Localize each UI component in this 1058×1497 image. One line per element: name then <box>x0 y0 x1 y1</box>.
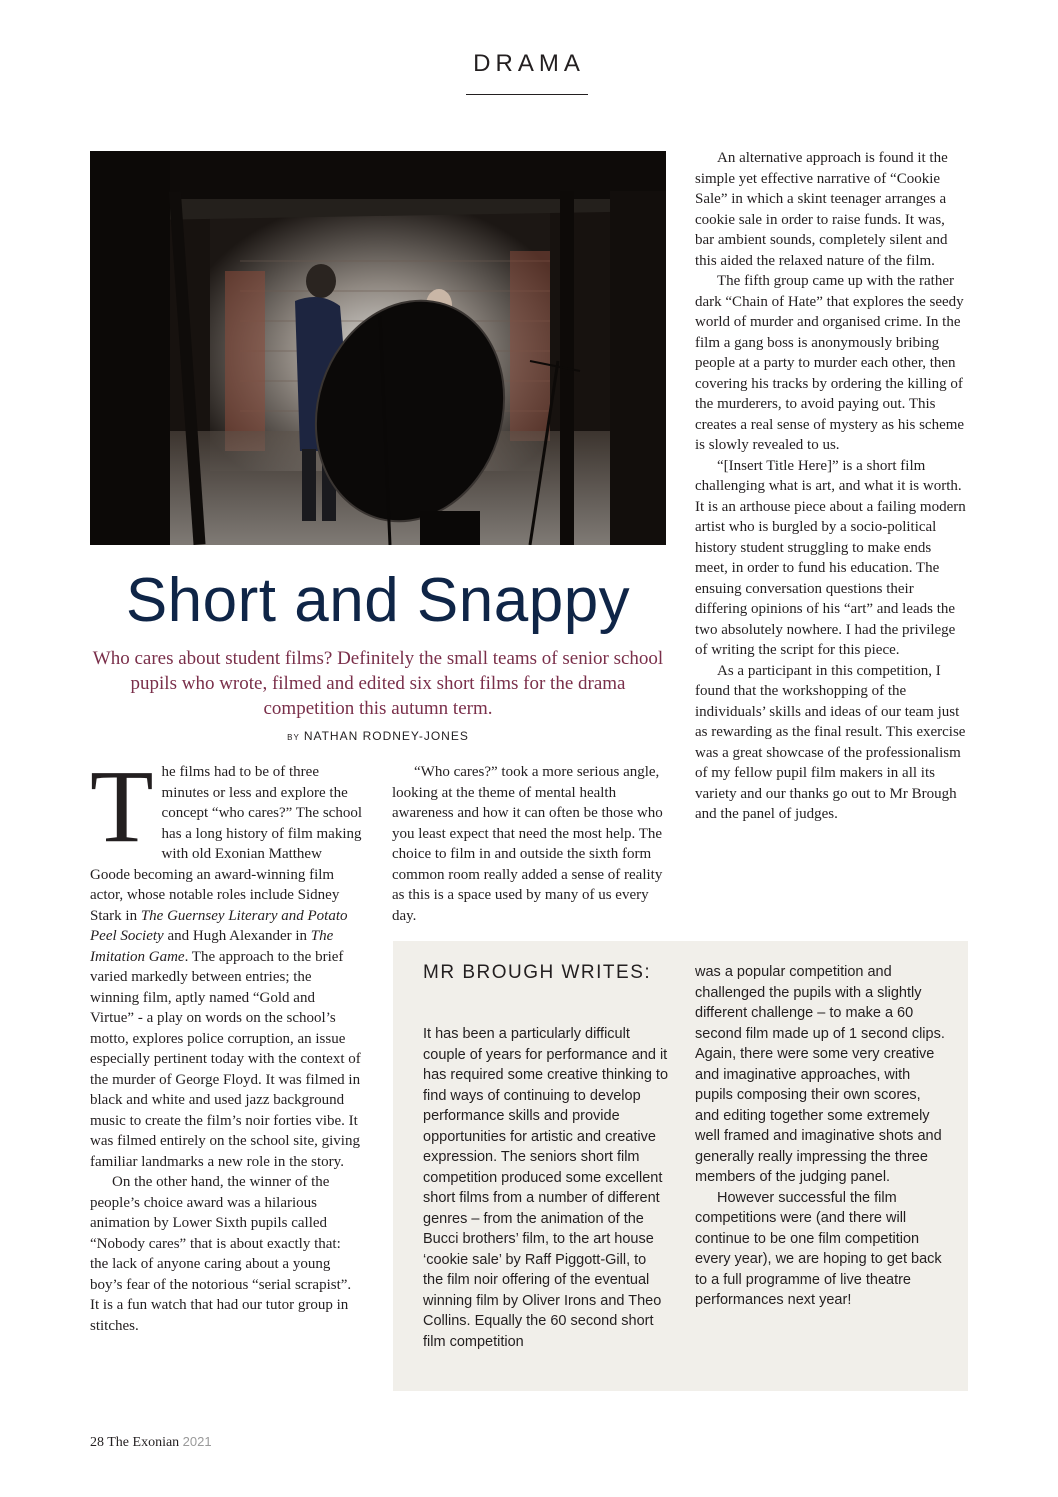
publication-year: 2021 <box>182 1434 212 1449</box>
page-number: 28 <box>90 1435 104 1450</box>
article-paragraph: The fifth group came up with the rather dark “Chain of Hate” that explores the seedy world of murder and organised crime. In the film a gang boss is anonymously bribing people at a party to murder each other, then covering his tracks by ordering the killing of the murderers, to avoid paying out. This creates a real sense of mystery as his scheme is slowly revealed to us. <box>695 273 965 453</box>
headline: Short and Snappy <box>125 566 631 635</box>
article-text: and Hugh Alexander in <box>163 928 311 944</box>
drop-cap: T <box>90 749 154 864</box>
article-paragraph: “[Insert Title Here]” is a short film challenging what is art, and what it is worth. It is an arthouse piece about a failing modern artist who is burgled by a socio-political history student struggling to make ends meet, in order to fund his education. The ensuing conversation questions their differing opinions of his “art” and leads the two absolutely nowhere. I had the privilege of writing the script for this piece. <box>695 457 966 658</box>
film-title: The Guernsey Literary and Potato Peel Society <box>90 907 348 944</box>
standfirst: Who cares about student films? Definitely the small teams of senior school pupils who wrote, filmed and edited six short films for the drama competition this autumn term. <box>92 648 664 719</box>
article-column-2 <box>392 762 664 926</box>
sidebar-paragraph: It has been a particularly difficult couple of years for performance and it has required some creative thinking to find ways of continuing to develop performance skills and provide opportunities for artistic and creative expression. The seniors short film competition produced some excellent short films from a number of different genres – from the animation of the Bucci brothers’ film, to the art house ‘cookie sale’ by Raff Piggott-Gill, to the film noir offering of the eventual winning film by Oliver Irons and Theo Collins. Equally the 60 second short film competition <box>423 1026 669 1350</box>
article-column-1 <box>90 749 362 1336</box>
page-folio <box>90 1434 212 1451</box>
section-rule <box>466 94 588 95</box>
sidebar-paragraph: was a popular competition and challenged the pupils with a slightly different challenge – to make a 60 second film made up of 1 second clips. Again, there were some very creative and imaginative approaches, with pupils composing their own scores, and editing together some extremely well framed and imaginative shots and generally really impressing the three members of the judging panel. <box>695 964 945 1185</box>
article-paragraph <box>90 749 362 1172</box>
article-paragraph: On the other hand, the winner of the people’s choice award was a hilarious animation by Lower Sixth pupils called “Nobody cares” that is about exactly that: the lack of anyone caring about a young boy’s fear of the notorious “serial scrapist”. It is a fun watch that had our tutor group in stitches. <box>90 1174 352 1334</box>
article-paragraph: An alternative approach is found it the simple yet effective narrative of “Cookie Sale” in which a skint teenager arranges a cookie sale in order to raise funds. It was, bar ambient sounds, completely silent and this aided the relaxed nature of the film. <box>695 150 948 269</box>
article-photo <box>90 151 666 545</box>
byline-author: NATHAN RODNEY-JONES <box>303 729 469 743</box>
byline <box>90 729 666 743</box>
article-text: . The approach to the brief varied markedly between entries; the winning film, aptly named “Gold and Virtue” - a play on words on the school’s motto, explores police corruption, an issue especially pertinent today with the context of the murder of George Floyd. It was filmed in black and white and used jazz background music to create the film’s noir forties vibe. It was filmed entirely on the school site, giving familiar landmarks a new role in the story. <box>90 948 361 1170</box>
section-label: DRAMA <box>473 50 585 77</box>
sidebar-heading: MR BROUGH WRITES: <box>423 962 652 983</box>
sidebar-column-2 <box>695 962 947 1311</box>
byline-prefix: BY <box>287 733 300 742</box>
sidebar-paragraph: However successful the film competitions were (and there will continue to be one film competition every year), we are hoping to get back to a full programme of live theatre performances next year! <box>695 1189 942 1308</box>
article-paragraph: As a participant in this competition, I found that the workshopping of the individuals’ skills and ideas of our team just as rewarding as the final result. This exercise was a great showcase of the professionalism of my fellow pupil film makers in all its variety and our thanks go out to Mr Brough and the panel of judges. <box>695 662 966 822</box>
publication-name: The Exonian <box>107 1435 180 1450</box>
article-text: he films had to be of three minutes or less and explore the concept “who cares?” The school has a long history of film making with old Exonian Matthew Goode becoming an award-winning film actor, whose notable roles include Sidney Stark in <box>90 764 362 924</box>
film-title: The Imitation Game <box>90 928 334 965</box>
article-paragraph: “Who cares?” took a more serious angle, looking at the theme of mental health awareness and how it can often be those who you least expect that need the most help. The choice to film in and outside the sixth form common room really added a sense of reality as this is a space used by many of us every day. <box>392 764 663 924</box>
article-column-3 <box>695 148 967 825</box>
sidebar-box <box>393 941 968 1391</box>
sidebar-column-1 <box>423 1024 669 1352</box>
